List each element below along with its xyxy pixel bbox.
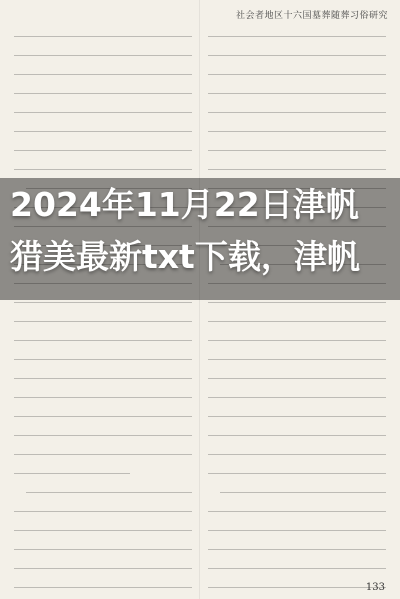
running-header: 社会者地区十六国墓葬随葬习俗研究: [235, 11, 388, 21]
left-text-column: [14, 28, 192, 599]
page-number: 133: [365, 582, 385, 593]
right-text-column: [208, 28, 386, 599]
headline-title: 2024年11月22日津帆猎美最新txt下载，津帆: [10, 185, 360, 276]
